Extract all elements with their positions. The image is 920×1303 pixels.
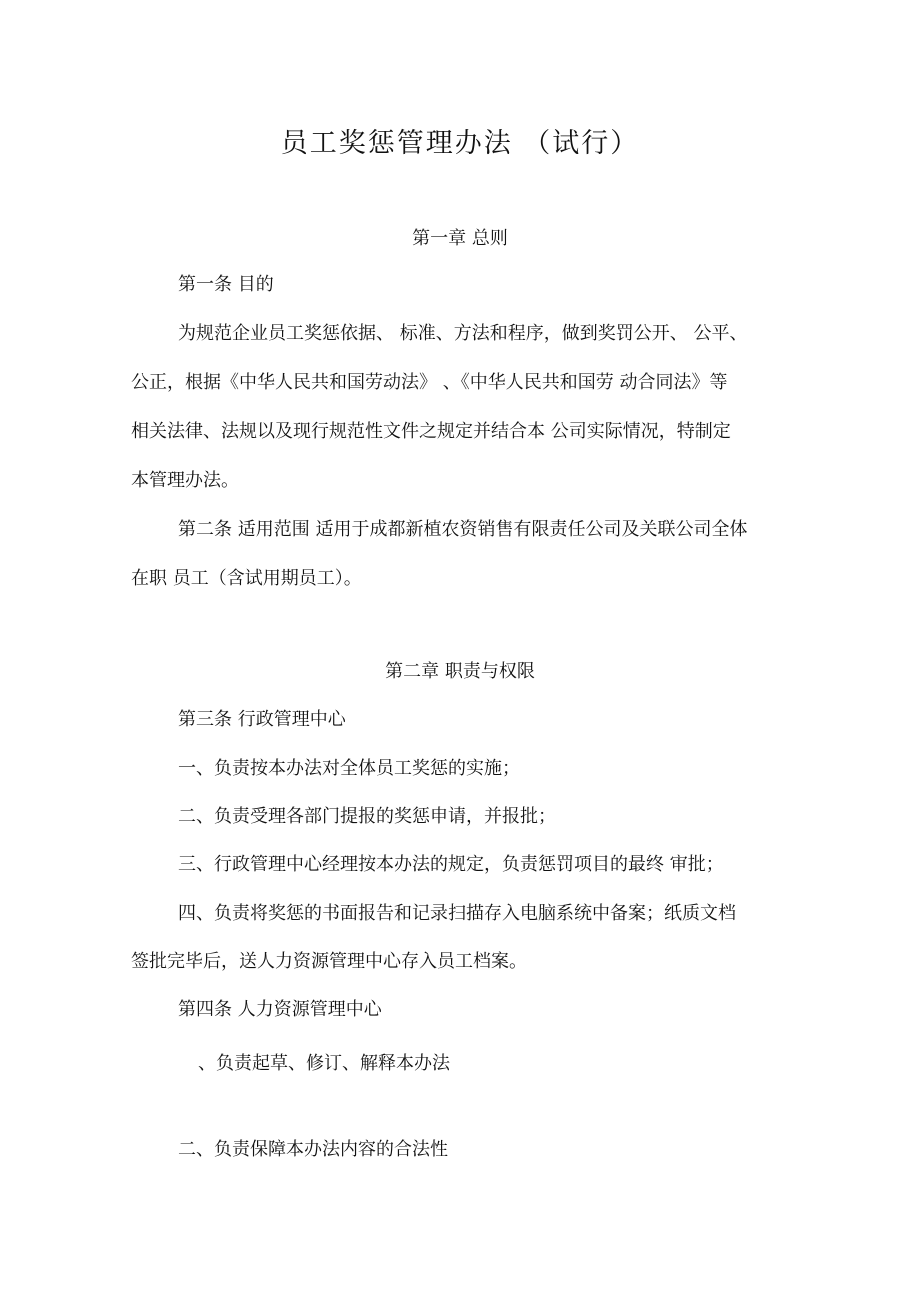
article-3-item-4-cont: 签批完毕后，送人力资源管理中心存入员工档案。 xyxy=(131,951,527,972)
article-1-line-1: 为规范企业员工奖惩依据、 标准、方法和程序，做到奖罚公开、 公平、 xyxy=(178,323,748,344)
chapter-1-heading: 第一章 总则 xyxy=(412,228,508,249)
article-3-item-4: 四、负责将奖惩的书面报告和记录扫描存入电脑系统中备案；纸质文档 xyxy=(178,903,736,924)
article-1-heading: 第一条 目的 xyxy=(178,274,274,295)
article-3-item-3: 三、行政管理中心经理按本办法的规定，负责惩罚项目的最终 审批； xyxy=(178,854,724,875)
article-4-heading: 第四条 人力资源管理中心 xyxy=(178,999,382,1020)
article-1-line-3: 相关法律、法规以及现行规范性文件之规定并结合本 公司实际情况，特制定 xyxy=(131,421,731,442)
article-1-line-2: 公正，根据《中华人民共和国劳动法》 、《中华人民共和国劳 动合同法》等 xyxy=(131,372,728,393)
article-4-item-1: 、负责起草、修订、解释本办法 xyxy=(198,1053,450,1074)
article-2-line-2: 在职 员工（含试用期员工）。 xyxy=(131,568,362,589)
article-3-item-2: 二、负责受理各部门提报的奖惩申请，并报批； xyxy=(178,806,556,827)
article-2-line-1: 第二条 适用范围 适用于成都新植农资销售有限责任公司及关联公司全体 xyxy=(178,519,748,540)
article-3-item-1: 一、负责按本办法对全体员工奖惩的实施； xyxy=(178,758,520,779)
article-1-line-4: 本管理办法。 xyxy=(131,470,239,491)
article-4-item-2: 二、负责保障本办法内容的合法性 xyxy=(178,1139,448,1160)
chapter-2-heading: 第二章 职责与权限 xyxy=(385,661,535,682)
document-title: 员工奖惩管理办法 （试行） xyxy=(280,128,640,159)
article-3-heading: 第三条 行政管理中心 xyxy=(178,709,346,730)
